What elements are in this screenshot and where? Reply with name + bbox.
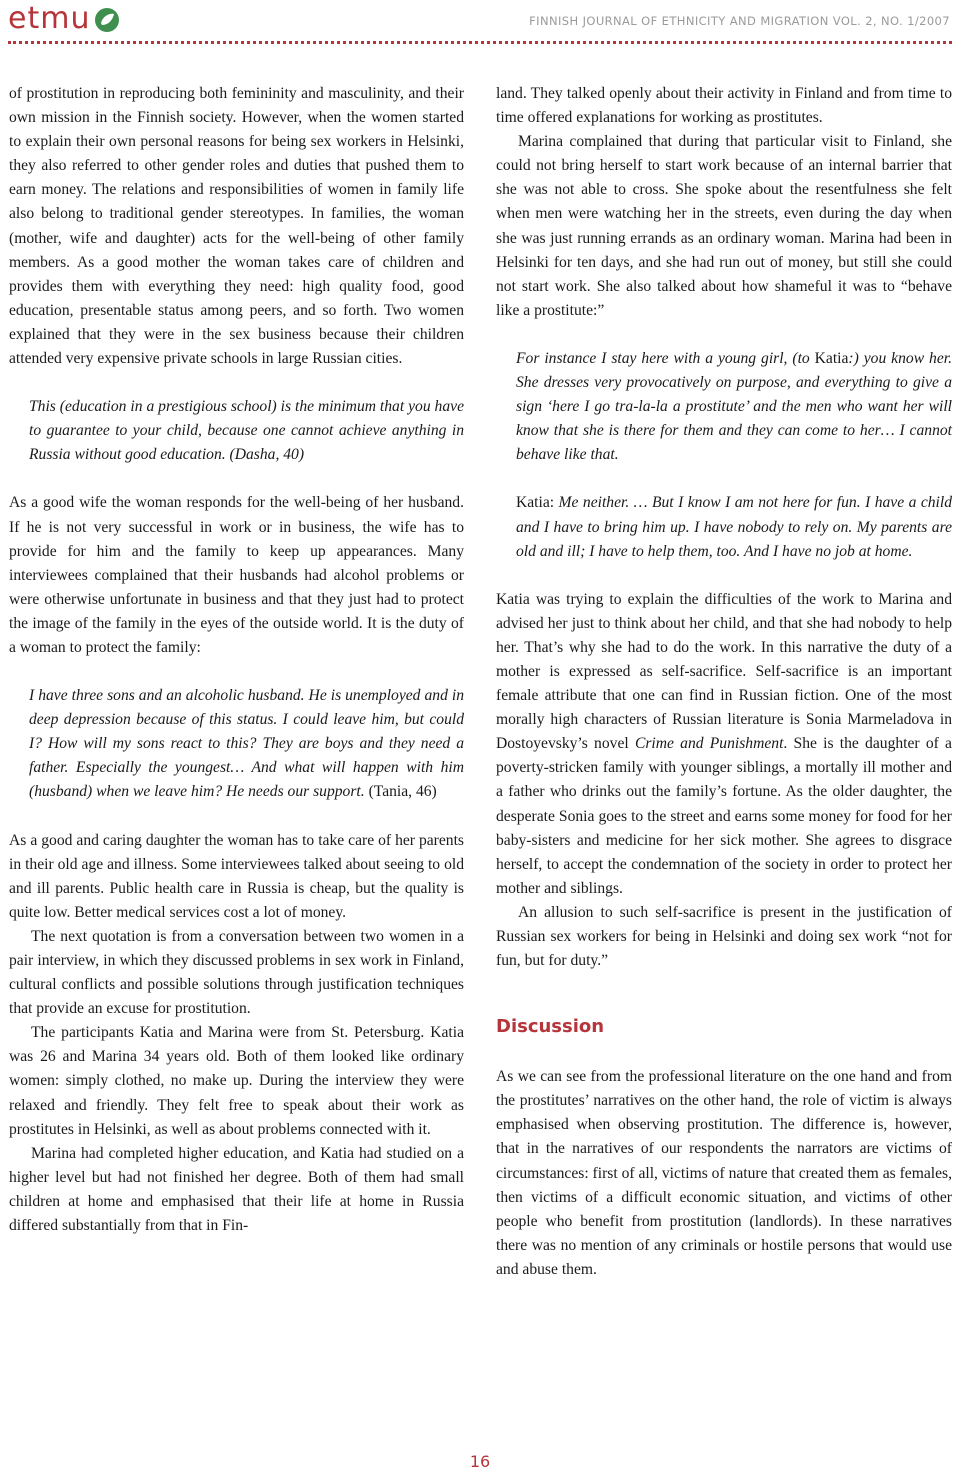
speaker-name: Katia (814, 349, 849, 367)
paragraph: Marina complained that during that particular visit to Finland, she could not bring herself to start work because of an internal barrier that she was not able to cross. She spoke about the resentfulness she felt when men were watching her in the streets, even during the day when she was just running errands as an ordinary woman. Marina had been in Helsinki for ten days, and she had run out of money, but still she could not start work. She also talked about how shameful it was to “behave like a prostitute:” (496, 133, 952, 319)
speaker-name: Katia: (516, 494, 559, 512)
left-column (9, 82, 464, 1238)
quote-citation: (Tania, 46) (368, 783, 437, 801)
paragraph: As a good wife the woman responds for the well-being of her husband. If he is not very successful in work or in business, the wife has to provide for him and the family to keep up appearances. Many interviewees complained that their husbands had alcohol problems or were otherwise unfortunate in business and that they just had to protect the image of the family in the eyes of the outside world. It is the duty of a woman to protect the family: (9, 494, 464, 656)
book-title: Crime and Punishment (634, 735, 784, 753)
block-quote: For instance I stay here with a young girl, (to Katia:) you know her. She dresses very provocatively on purpose, and everything to give a sign ‘here I go tra-la-la a prostitute’ and the men who want her will know that she is there for them and they can come to her… I cannot behave like that. (516, 349, 952, 464)
journal-title: FINNISH JOURNAL OF ETHNICITY AND MIGRATION VOL. 2, NO. 1/2007 (529, 14, 950, 28)
paragraph: land. They talked openly about their activity in Finland and from time to time offered explanations for working as prostitutes. (496, 85, 952, 127)
paragraph: of prostitution in reproducing both femininity and masculinity, and their own mission in the Finnish society. However, when the women started to explain their own personal reasons for being sex workers in Helsinki, they also referred to other gender roles and duties that pushed them to earn money. The relations and responsibilities of women in family life also belong to traditional gender stereotypes. In families, the woman (mother, wife and daughter) acts for the well-being of other family members. As a good mother the woman takes care of children and provides them with everything they need: high quality food, good education, presentable status among peers, and so forth. Two women explained that they were in the sex business because their children attended very expensive private schools in large Russian cities. (9, 85, 464, 368)
page-number: 16 (469, 1452, 491, 1471)
right-column (496, 82, 952, 1282)
block-quote: Katia: Me neither. … But I know I am not here for fun. I have a child and I have to bring him up. I have nobody to rely on. My parents are old and ill; I have to help them, too. And I have no job at home. (516, 494, 952, 560)
paragraph: Marina had completed higher education, and Katia had studied on a higher level but had not finished her degree. Both of them had small children at home and emphasised that their life at home in Russia differed substantially from that in Fin- (9, 1144, 464, 1235)
journal-logo (8, 2, 120, 36)
paragraph: As a good and caring daughter the woman has to take care of her parents in their old age and illness. Some interviewees talked about seeing to old and ill parents. Public health care in Russia is cheap, but the quality is quite low. Better medical services cost a lot of money. (9, 831, 464, 921)
section-heading: Discussion (496, 1016, 605, 1038)
paragraph: Katia was trying to explain the difficulties of the work to Marina and advised her just to think about her child, and that she had nobody to help her. That’s why she had to do the work. In this narrative the duty of a mother is expressed as self-sacrifice. Self-sacrifice is an important female attribute that one can find in Russian fiction. One of the most morally high characters of Russian literature is Sonia Marmeladova in Dostoyevsky’s novel Crime and Punishment. She is the daughter of a poverty-stricken family with younger siblings, a mortally ill mother and a father who drinks out the family’s fortune. As the older daughter, the desperate Sonia goes to the street and earns some money for food for her baby-sisters and medicine for her sick mother. She agrees to disgrace herself, to accept the condemnation of the society in order to protect her mother and siblings. (496, 590, 952, 897)
quote-text: I have three sons and an alcoholic husband. He is unemployed and in deep depression because of this status. I could leave him, but could I? How will my sons react to this? They are boys and they need a father. Especially the youngest… And what will happen with him (husband) when we leave him? He needs our support. (29, 687, 464, 801)
block-quote: This (education in a prestigious school) is the minimum that you have to guarantee to your child, because one cannot achieve anything in Russia without good education. (Dasha, 40) (29, 398, 464, 464)
leaf-logo-icon (94, 7, 120, 33)
block-quote (9, 684, 464, 804)
paragraph: As we can see from the professional literature on the one hand and from the prostitutes’ narratives on the other hand, the role of victim is always emphasised when observing prostitution. The difference is, however, that in the narratives of our respondents the narrators are victims of circumstances: first of all, victims of nature that created them as females, then victims of a difficult economic situation, and victims of other people who benefit from prostitution (landlords). In these narratives there was no mention of any criminals or hostile persons that would use and abuse them. (496, 1068, 952, 1278)
logo-text: etmu (8, 1, 91, 36)
paragraph: An allusion to such self-sacrifice is present in the justification of Russian sex workers for being in Helsinki and doing sex work “not for fun, but for duty.” (496, 903, 952, 970)
paragraph: The participants Katia and Marina were from St. Petersburg. Katia was 26 and Marina 34 years old. Both of them looked like ordinary women: simply clothed, no make up. During the interview they were relaxed and friendly. They felt free to speak about their work as prostitutes in Helsinki, as well as about problems connected with it. (9, 1024, 464, 1138)
header-divider (8, 41, 952, 44)
paragraph: The next quotation is from a conversation between two women in a pair interview, in which they discussed problems in sex work in Finland, cultural conflicts and possible solutions through justification techniques that provide an excuse for prostitution. (9, 927, 464, 1018)
